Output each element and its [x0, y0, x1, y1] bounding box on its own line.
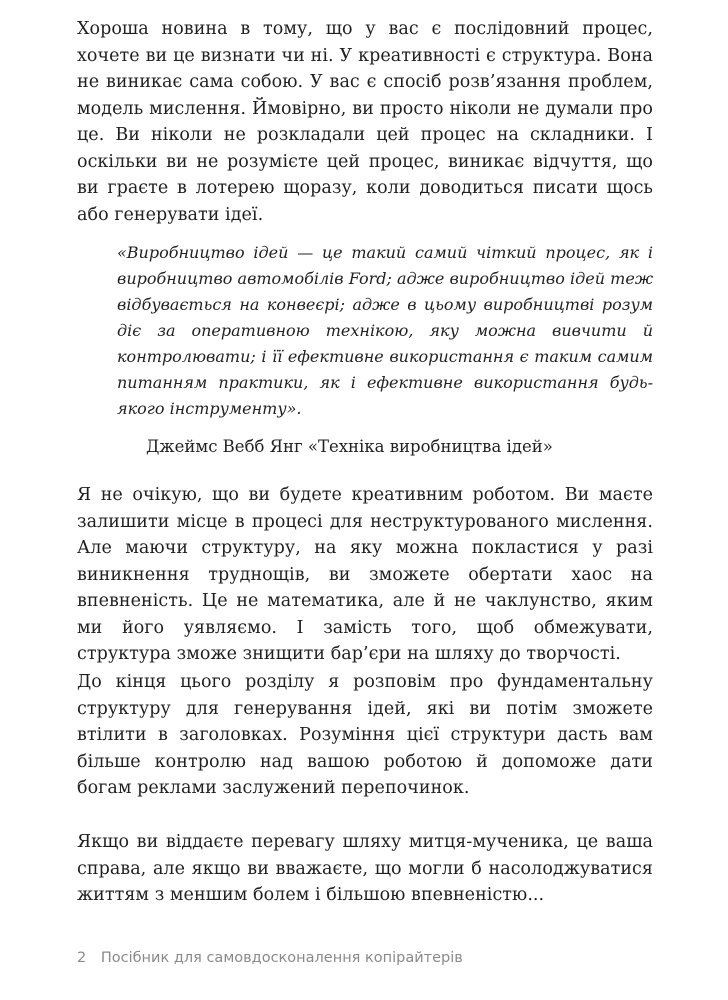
paragraph-2: Я не очікую, що ви будете креативним роботом. Ви маєте залишити місце в процесі для неструктурованого мислення. Але маючи структуру, на яку можна покластися у разі виникнення труднощів, ви зможете обертати хаос на впевненість. Це не математика, але й не чаклунство, яким ми його уявляємо. І замість того, щоб обмежувати, структура зможе знищити бар’єри на шляху до творчості.: [77, 485, 653, 664]
quote-attribution: Джеймс Вебб Янг «Техніка виробництва ідей»: [146, 437, 553, 456]
block-quote: «Виробництво ідей — це такий самий чіткий процес, як і виробництво автомобілів Ford; адже виробництво ідей теж відбувається на конвеєрі; адже в цьому виробництві розум діє за оперативною технікою, яку можна вивчити й контролювати; і її ефективне використання є таким самим питанням практики, як і ефективне використання будь-якого інструменту».: [117, 243, 653, 418]
paragraph-4: Якщо ви віддаєте перевагу шляху митця-мученика, це ваша справа, але якщо ви вважаєте, що могли б насолоджуватися життям з меншим болем і більшою впевненістю...: [77, 832, 653, 905]
paragraph-1: Хороша новина в тому, що у вас є послідовний процес, хочете ви це визнати чи ні. У креативності є структура. Вона не виникає сама собою. У вас є спосіб розв’язання проблем, модель мислення. Ймовірно, ви просто ніколи не думали про це. Ви ніколи не розкладали цей процес на складники. І оскільки ви не розумієте цей процес, виникає відчуття, що ви граєте в лотерею щоразу, коли доводиться писати щось або генерувати ідеї.: [77, 19, 653, 225]
paragraph-3: До кінця цього розділу я розповім про фундаментальну структуру для генерування ідей, які ви потім зможете втілити в заголовках. Розуміння цієї структури дасть вам більше контролю над вашою роботою й допоможе дати богам реклами заслужений перепочинок.: [77, 672, 653, 798]
page-footer: [77, 950, 463, 966]
running-title: Посібник для самовдосконалення копірайтерів: [100, 950, 463, 966]
page-number: 2: [77, 950, 87, 966]
